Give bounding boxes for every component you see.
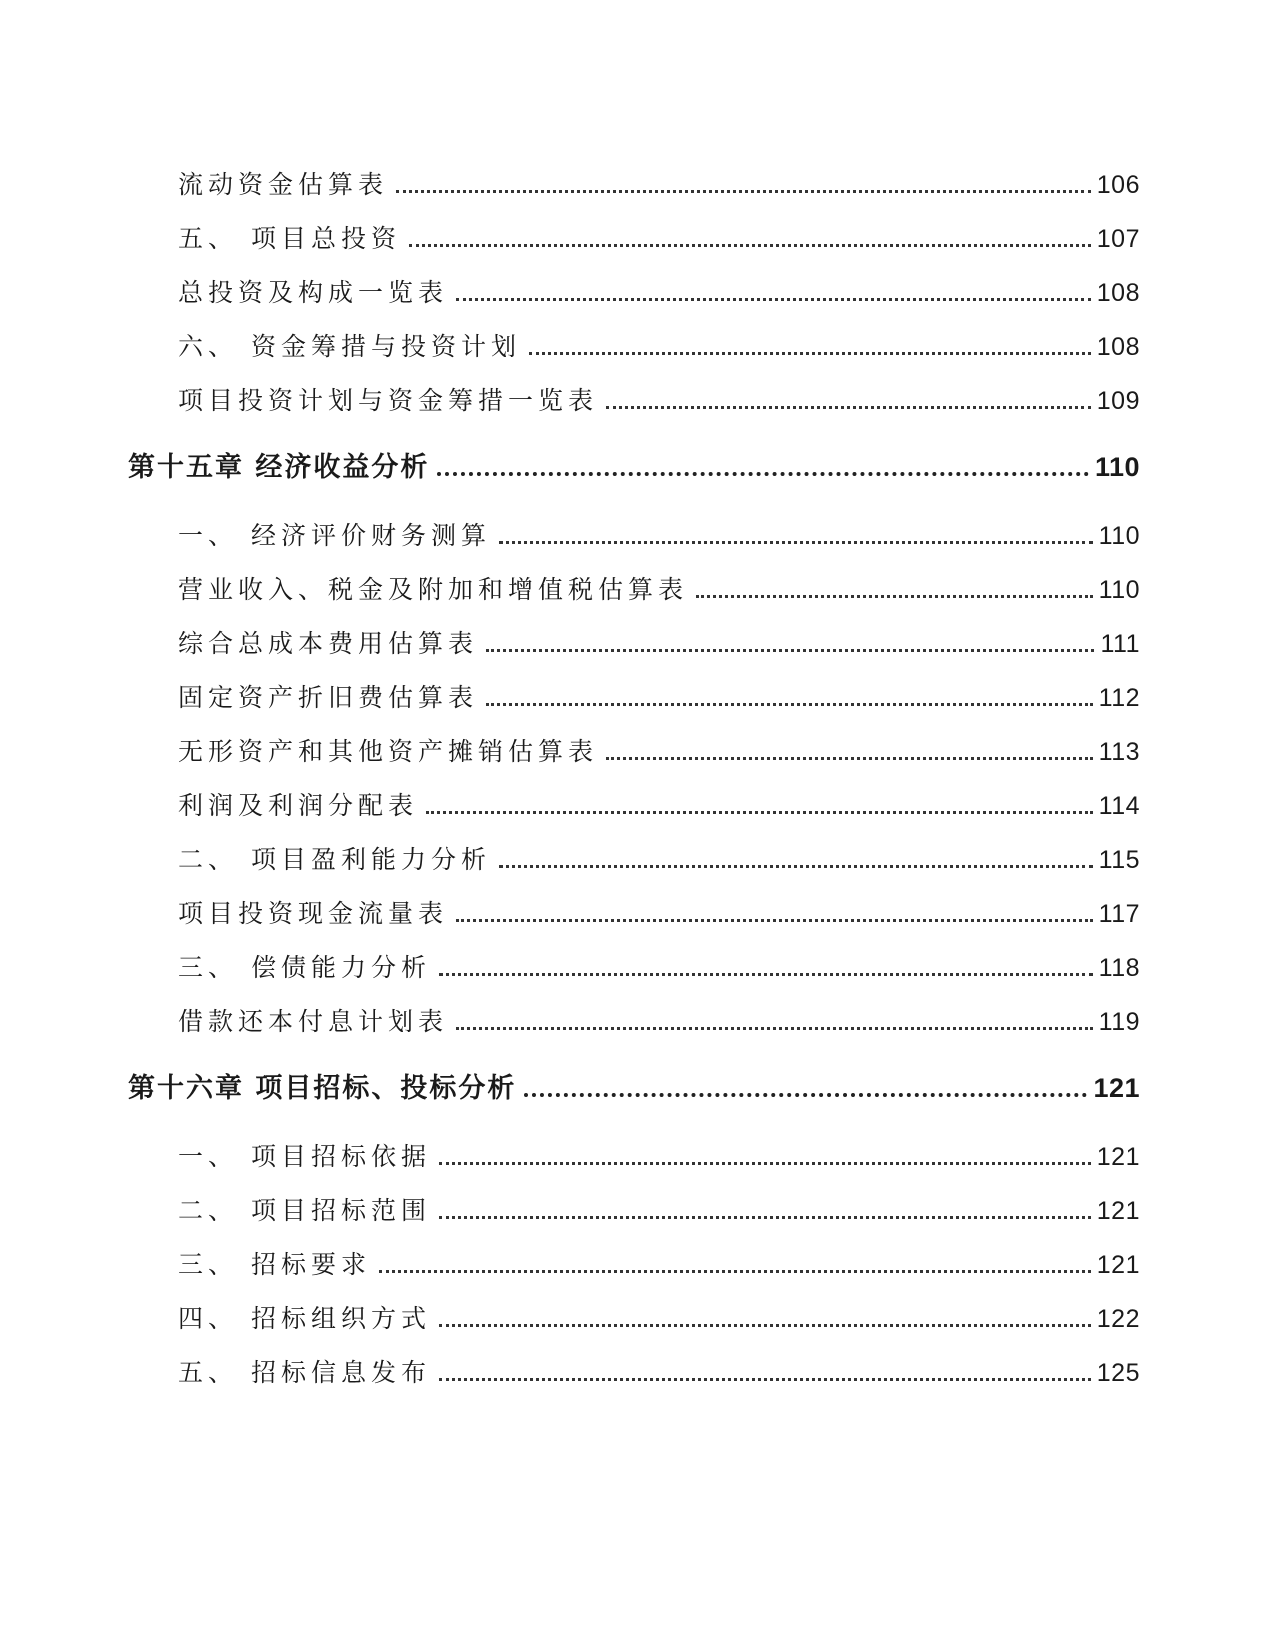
toc-entry[interactable] [178, 948, 1140, 982]
toc-entry-page: 108 [1096, 333, 1140, 361]
toc-entry[interactable] [178, 840, 1140, 874]
toc-entry-page: 108 [1096, 279, 1140, 307]
toc-entry-title: 固定资产折旧费估算表 [178, 683, 479, 712]
toc-entry-page: 110 [1098, 576, 1140, 604]
toc-entry-page: 121 [1096, 1143, 1140, 1171]
toc-entry[interactable] [178, 273, 1140, 307]
dot-leader [437, 472, 1089, 476]
toc-chapter-entry[interactable] [128, 445, 1140, 483]
dot-leader [486, 703, 1093, 706]
toc-entry-page: 109 [1096, 387, 1140, 415]
toc-entry-title: 流动资金估算表 [178, 170, 389, 199]
dot-leader [606, 757, 1093, 760]
dot-leader [696, 595, 1093, 598]
dot-leader [456, 298, 1091, 301]
toc-entry-page: 113 [1098, 738, 1140, 766]
dot-leader [486, 649, 1094, 652]
toc-entry-page: 115 [1098, 846, 1140, 874]
dot-leader [439, 973, 1093, 976]
toc-entry-title: 营业收入、税金及附加和增值税估算表 [178, 575, 689, 604]
toc-entry[interactable] [178, 381, 1140, 415]
dot-leader [439, 1216, 1091, 1219]
toc-entry-page: 111 [1100, 630, 1140, 658]
toc-chapter-title: 第十五章 经济收益分析 [128, 452, 430, 483]
toc-entry[interactable] [178, 624, 1140, 658]
toc-entry-page: 125 [1096, 1359, 1140, 1387]
dot-leader [439, 1378, 1091, 1381]
toc-entry-title: 五、 招标信息发布 [178, 1358, 431, 1387]
toc-entry-title: 总投资及构成一览表 [178, 278, 449, 307]
dot-leader [396, 190, 1091, 193]
toc-entry[interactable] [178, 1245, 1140, 1279]
toc-entry-title: 项目投资计划与资金筹措一览表 [178, 386, 599, 415]
dot-leader [439, 1324, 1091, 1327]
toc-entry[interactable] [178, 894, 1140, 928]
toc-entry[interactable] [178, 327, 1140, 361]
dot-leader [524, 1093, 1087, 1097]
dot-leader [606, 406, 1091, 409]
toc-entry-page: 112 [1098, 684, 1140, 712]
toc-entry-page: 117 [1098, 900, 1140, 928]
toc-entry-title: 三、 招标要求 [178, 1250, 371, 1279]
toc-entry-page: 110 [1098, 522, 1140, 550]
toc-chapter-entry[interactable] [128, 1066, 1140, 1104]
toc-entry[interactable] [178, 1353, 1140, 1387]
toc-entry-title: 六、 资金筹措与投资计划 [178, 332, 521, 361]
toc-entry[interactable] [178, 732, 1140, 766]
toc-entry[interactable] [178, 1137, 1140, 1171]
toc-entry-title: 一、 项目招标依据 [178, 1142, 431, 1171]
toc-entry[interactable] [178, 1299, 1140, 1333]
toc-entry[interactable] [178, 570, 1140, 604]
dot-leader [499, 541, 1093, 544]
dot-leader [456, 1027, 1093, 1030]
toc-entry-page: 121 [1096, 1197, 1140, 1225]
toc-entry-page: 121 [1096, 1251, 1140, 1279]
toc-entry-title: 二、 项目招标范围 [178, 1196, 431, 1225]
dot-leader [426, 811, 1093, 814]
toc-entry-title: 四、 招标组织方式 [178, 1304, 431, 1333]
toc-entry-page: 122 [1096, 1305, 1140, 1333]
toc-entry[interactable] [178, 165, 1140, 199]
toc-entry-page: 107 [1096, 225, 1140, 253]
toc-entry-title: 一、 经济评价财务测算 [178, 521, 491, 550]
toc-entry-title: 综合总成本费用估算表 [178, 629, 479, 658]
toc-entry[interactable] [178, 219, 1140, 253]
toc-entry[interactable] [178, 1002, 1140, 1036]
toc-entry[interactable] [178, 1191, 1140, 1225]
toc-entry-page: 118 [1098, 954, 1140, 982]
toc-entry-title: 无形资产和其他资产摊销估算表 [178, 737, 599, 766]
toc-entry[interactable] [178, 786, 1140, 820]
toc-entry-page: 106 [1096, 171, 1140, 199]
toc-entry-title: 二、 项目盈利能力分析 [178, 845, 491, 874]
dot-leader [379, 1270, 1091, 1273]
toc-entry-title: 项目投资现金流量表 [178, 899, 449, 928]
toc-entry[interactable] [178, 516, 1140, 550]
toc-entry-title: 五、 项目总投资 [178, 224, 401, 253]
dot-leader [456, 919, 1093, 922]
toc-entry-title: 三、 偿债能力分析 [178, 953, 431, 982]
toc-entry-page: 119 [1098, 1008, 1140, 1036]
toc-entry[interactable] [178, 678, 1140, 712]
toc-chapter-page: 110 [1094, 452, 1140, 482]
toc-chapter-page: 121 [1093, 1073, 1140, 1103]
dot-leader [439, 1162, 1091, 1165]
toc-entry-title: 利润及利润分配表 [178, 791, 419, 820]
dot-leader [499, 865, 1093, 868]
dot-leader [529, 352, 1091, 355]
toc-chapter-title: 第十六章 项目招标、投标分析 [128, 1073, 517, 1104]
dot-leader [409, 244, 1091, 247]
toc-entry-title: 借款还本付息计划表 [178, 1007, 449, 1036]
toc-entry-page: 114 [1098, 792, 1140, 820]
